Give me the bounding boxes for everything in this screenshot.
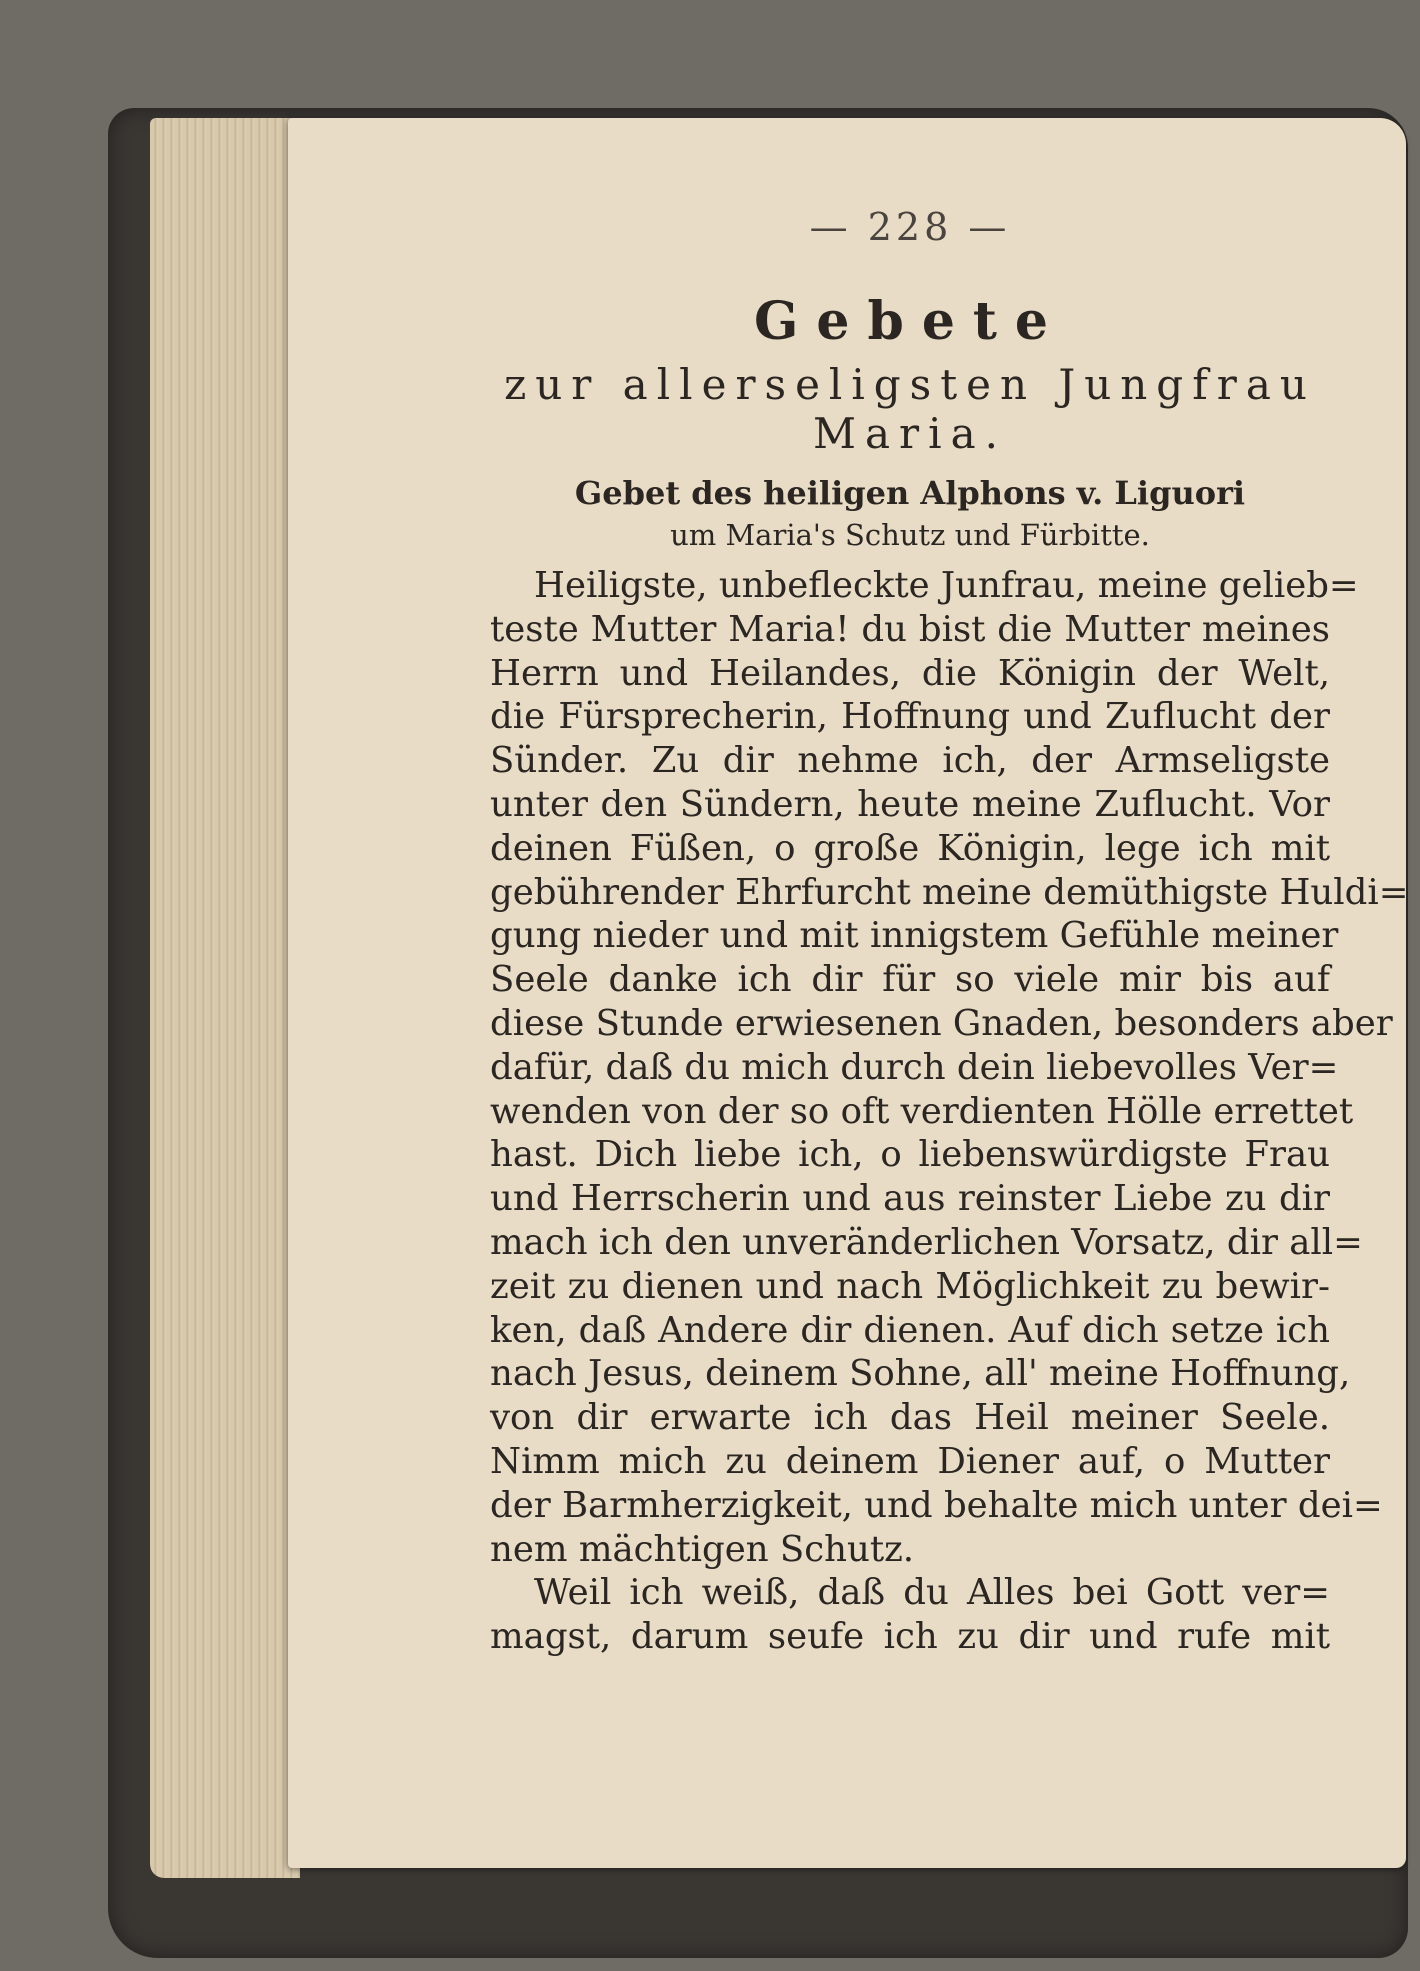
text-line: Sünder. Zu dir nehme ich, der Armseligste xyxy=(490,740,1330,782)
prayer-title: Gebet des heiligen Alphons v. Liguori xyxy=(574,474,1246,512)
text-line: Nimm mich zu deinem Diener auf, o Mutter xyxy=(490,1440,1330,1482)
page-edges xyxy=(150,118,300,1878)
text-line: zeit zu dienen und nach Möglichkeit zu bewir- xyxy=(490,1265,1330,1307)
text-line: hast. Dich liebe ich, o liebenswürdigste Frau xyxy=(490,1134,1330,1176)
text-line: gebührender Ehrfurcht meine demüthigste Huldi= xyxy=(490,871,1409,913)
text-line: die Fürsprecherin, Hoffnung und Zuflucht der xyxy=(490,696,1330,738)
text-line: magst, darum seufe ich zu dir und rufe mit xyxy=(490,1616,1330,1658)
text-line: und Herrscherin und aus reinster Liebe zu dir xyxy=(490,1178,1330,1220)
text-line: nach Jesus, deinem Sohne, all' meine Hoffnung, xyxy=(490,1353,1351,1395)
text-line: teste Mutter Maria! du bist die Mutter meines xyxy=(490,608,1330,650)
text-line: Herrn und Heilandes, die Königin der Welt, xyxy=(490,652,1330,694)
prayer-subtitle: um Maria's Schutz und Fürbitte. xyxy=(670,518,1150,552)
text-line: ken, daß Andere dir dienen. Auf dich setze ich xyxy=(490,1309,1330,1351)
text-line: der Barmherzigkeit, und behalte mich unter dei= xyxy=(490,1484,1383,1526)
page-number: — 228 — xyxy=(809,205,1011,249)
text-line: deinen Füßen, o große Königin, lege ich mit xyxy=(490,827,1330,869)
text-line: Weil ich weiß, daß du Alles bei Gott ver= xyxy=(534,1572,1330,1614)
text-line: Seele danke ich dir für so viele mir bis auf xyxy=(490,959,1330,1001)
text-line: wenden von der so oft verdienten Hölle errettet xyxy=(490,1090,1354,1132)
text-line: mach ich den unveränderlichen Vorsatz, dir all= xyxy=(490,1221,1363,1263)
text-line: diese Stunde erwiesenen Gnaden, besonders aber xyxy=(490,1002,1393,1044)
text-line: Heiligste, unbefleckte Junfrau, meine gelieb= xyxy=(534,565,1359,606)
section-subtitle: zur allerseligsten Jungfrau Maria. xyxy=(504,360,1316,458)
section-title: Gebete xyxy=(753,291,1067,352)
page-text xyxy=(490,205,1409,1659)
text-line: nem mächtigen Schutz. xyxy=(490,1528,915,1570)
text-line: dafür, daß du mich durch dein liebevolles Ver= xyxy=(490,1046,1339,1088)
text-line: von dir erwarte ich das Heil meiner Seele. xyxy=(490,1397,1330,1439)
text-line: unter den Sündern, heute meine Zuflucht. Vor xyxy=(490,783,1330,825)
text-line: gung nieder und mit innigstem Gefühle meiner xyxy=(490,915,1339,957)
